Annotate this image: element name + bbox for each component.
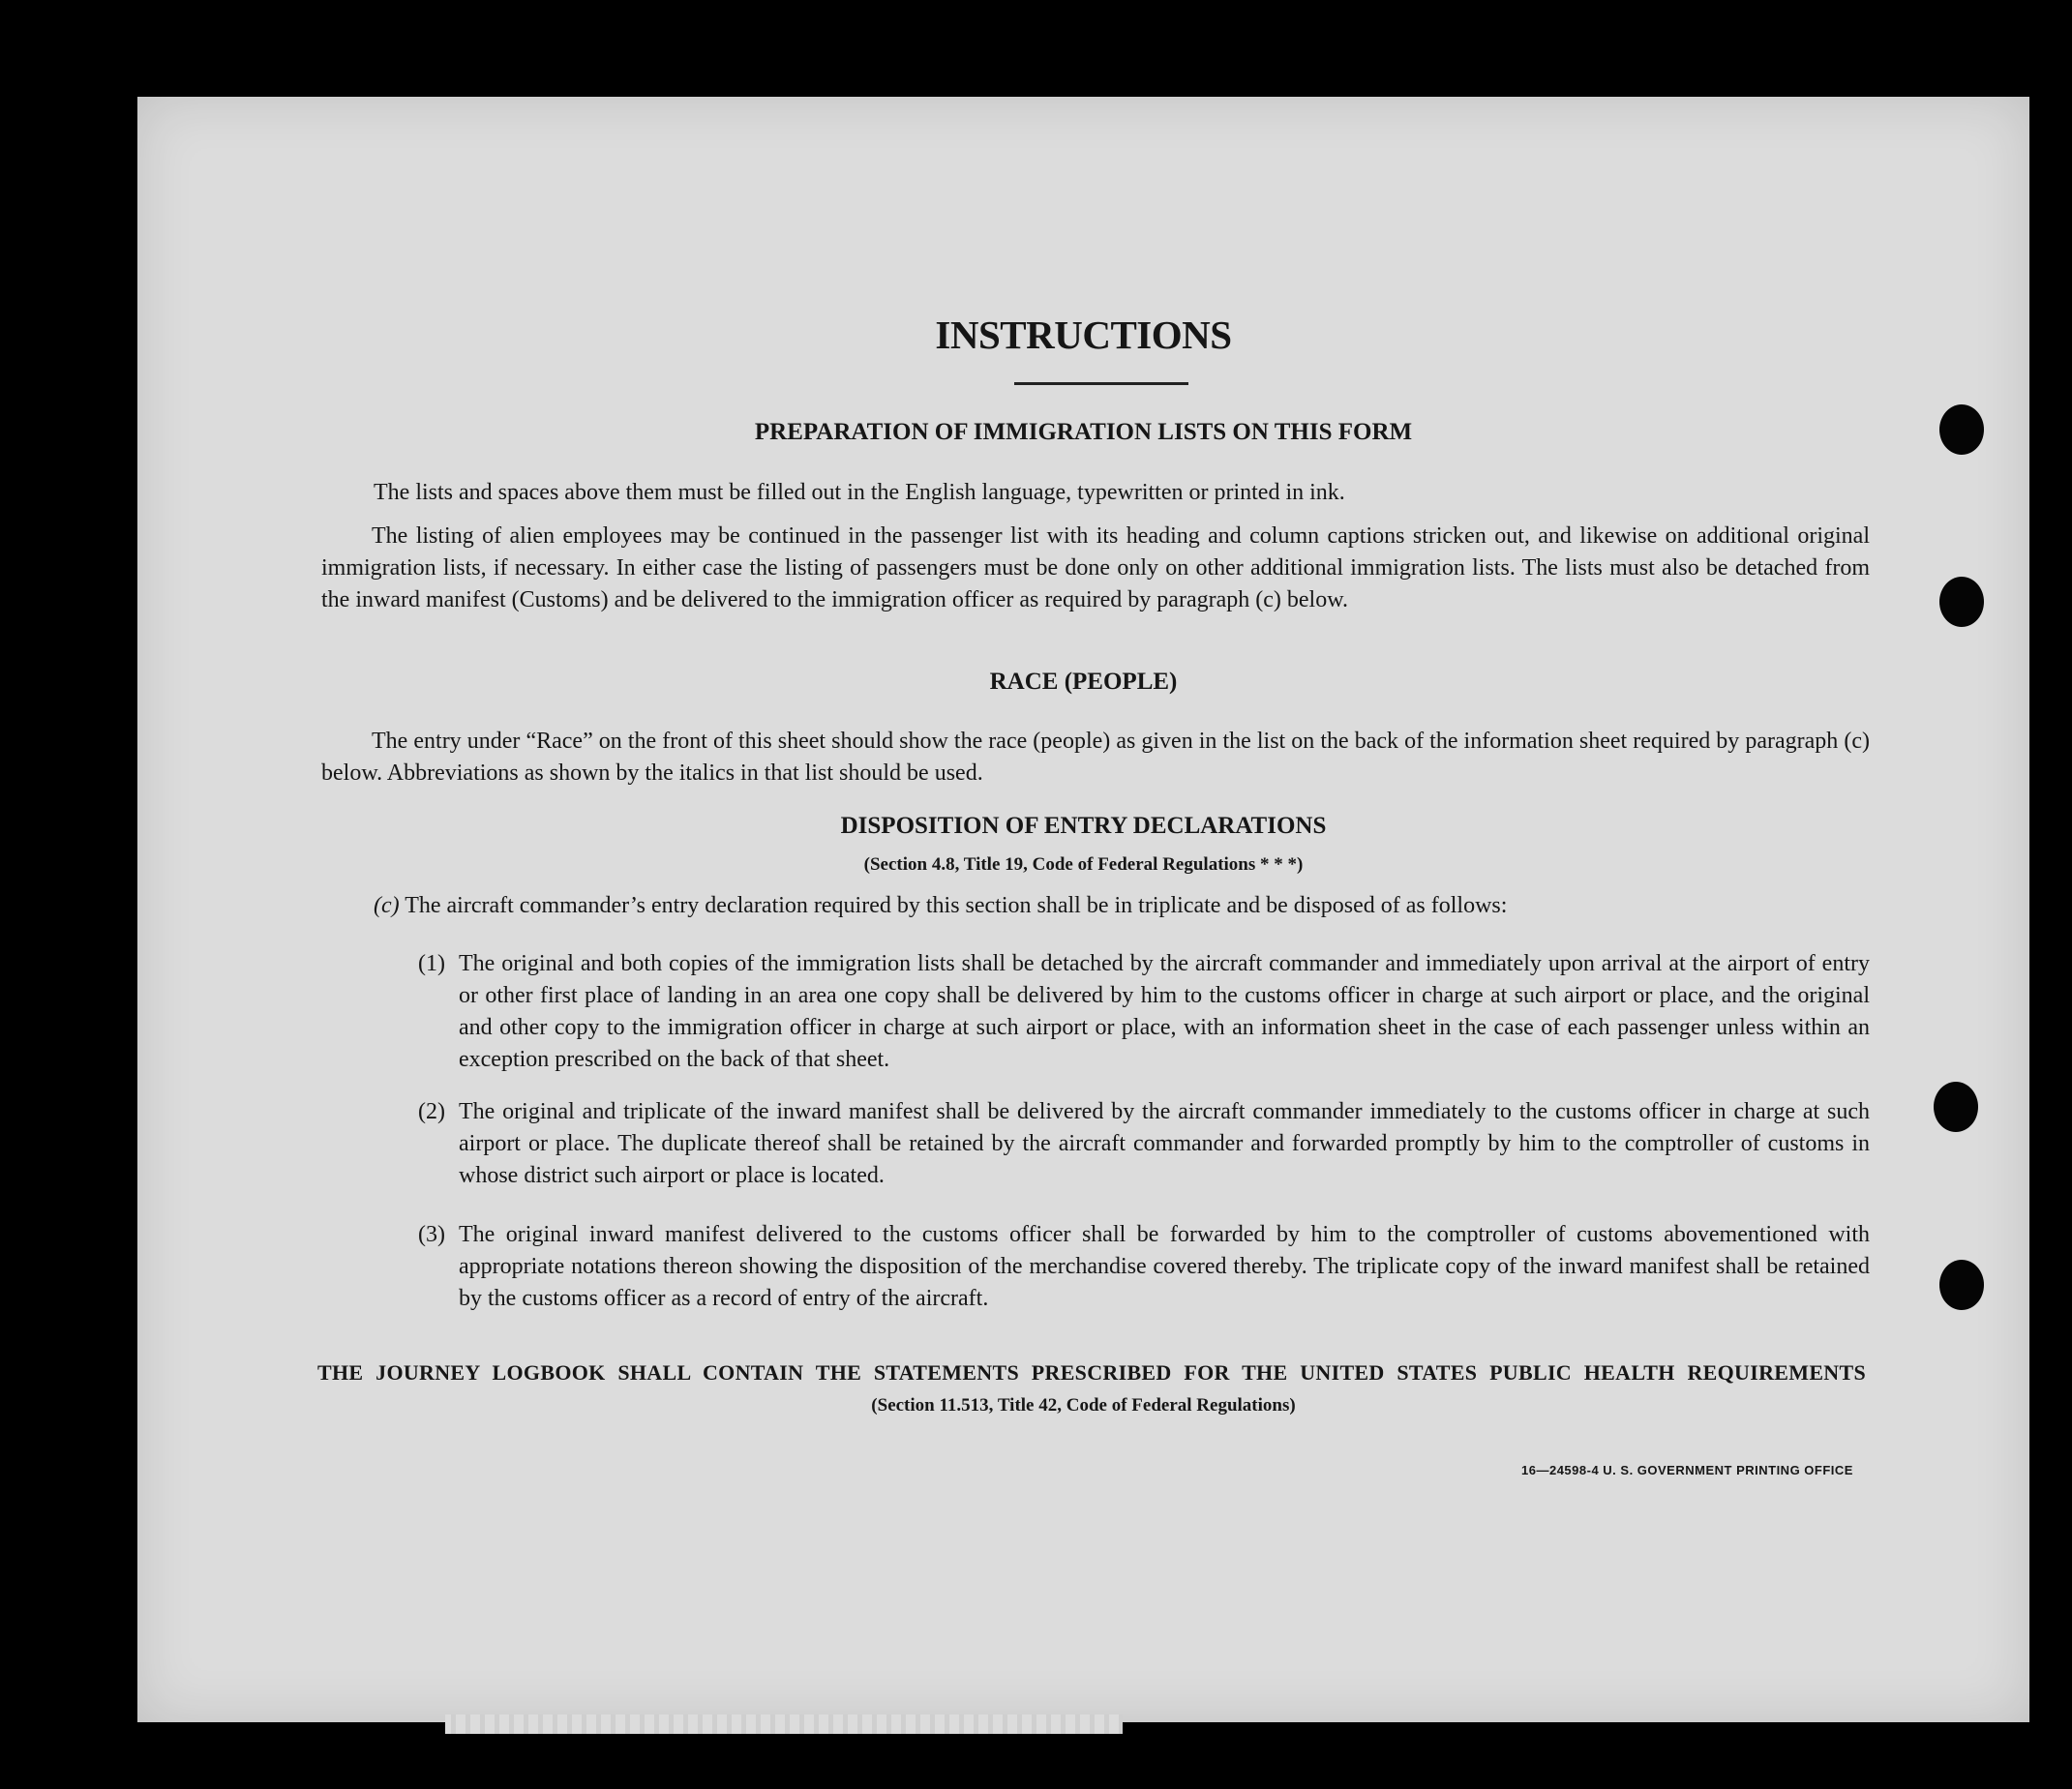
printing-office-code: 16—24598-4 U. S. GOVERNMENT PRINTING OFFICE [1521,1463,1853,1477]
disposition-lead [374,890,1825,922]
disposition-item [418,948,1870,1076]
item-text: The original and triplicate of the inward manifest shall be delivered by the aircraft commander immediately to the customs officer in charge at such airport or place. The duplicate thereof shall be retained by the aircraft commander and forwarded promptly by him to the comptroller of customs in whose district such airport or place is located. [459,1099,1870,1188]
race-paragraph: The entry under “Race” on the front of this sheet should show the race (people) as given in the list on the back of the information sheet required by paragraph (c) below. Abbreviations as shown by the italics in that list should be used. [321,729,1870,786]
document-sheet [137,97,2029,1722]
item-number: (1) [418,951,445,976]
preparation-heading: PREPARATION OF IMMIGRATION LISTS ON THIS FORM [754,419,1413,445]
public-health-statement: THE JOURNEY LOGBOOK SHALL CONTAIN THE STATEMENTS PRESCRIBED FOR THE UNITED STATES PUBLIC HEALTH REQUIREMENTS [317,1360,1866,1385]
punch-hole [1939,577,1984,627]
disposition-heading: DISPOSITION OF ENTRY DECLARATIONS [840,813,1327,839]
punch-hole [1934,1082,1978,1132]
public-health-citation: (Section 11.513, Title 42, Code of Federal Regulations) [871,1395,1296,1416]
disposition-lead-text: The aircraft commander’s entry declaration required by this section shall be in triplicate and be disposed of as follows: [405,893,1508,918]
item-number: (2) [418,1099,445,1124]
disposition-item [418,1219,1870,1315]
instructions-content [137,97,2029,1722]
preparation-paragraph-2: The listing of alien employees may be continued in the passenger list with its heading and column captions stricken out, and likewise on additional original immigration lists, if necessary. In either case the listing of passengers must be done only on other additional immigration lists. The lists must also be detached from the inward manifest (Customs) and be delivered to the immigration officer as required by paragraph (c) below. [321,523,1870,612]
disposition-citation: (Section 4.8, Title 19, Code of Federal Regulations * * *) [863,854,1304,875]
punch-hole [1939,404,1984,455]
paragraph-marker: (c) [374,893,400,918]
punch-hole [1939,1260,1984,1310]
race-heading: RACE (PEOPLE) [989,669,1178,695]
title-underline [1014,382,1188,385]
preparation-paragraph-1: The lists and spaces above them must be filled out in the English language, typewritten or printed in ink. [374,480,1345,505]
page-title: INSTRUCTIONS [935,313,1232,357]
torn-paper-edge [445,1714,1123,1734]
item-text: The original and both copies of the immigration lists shall be detached by the aircraft commander and immediately upon arrival at the airport of entry or other first place of landing in an area one copy shall be delivered by him to the customs officer in charge at such airport or place, and the original and other copy to the immigration officer in charge at such airport or place, with an information sheet in the case of each passenger unless within an exception prescribed on the back of that sheet. [459,951,1870,1072]
item-number: (3) [418,1222,445,1247]
item-text: The original inward manifest delivered to the customs officer shall be forwarded by him to the comptroller of customs abovementioned with appropriate notations thereon showing the disposition of the merchandise covered thereby. The triplicate copy of the inward manifest shall be retained by the customs officer as a record of entry of the aircraft. [459,1222,1870,1311]
disposition-item [418,1096,1870,1192]
